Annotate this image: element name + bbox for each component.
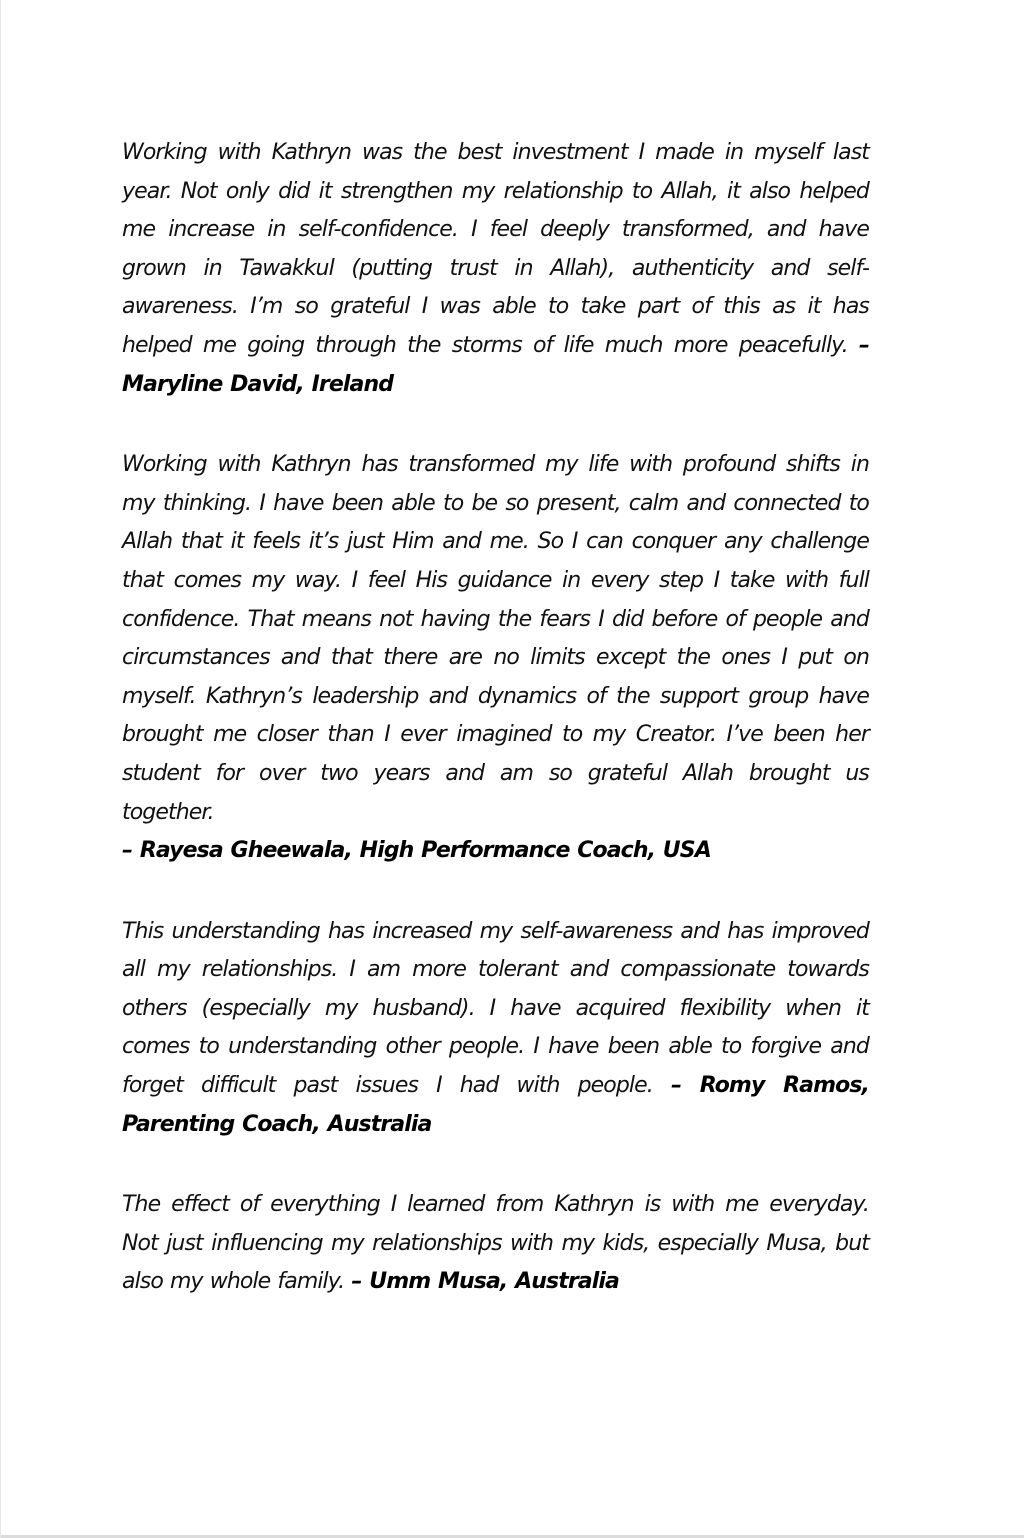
testimonial-quote: Working with Kathryn has transformed my life with profound shifts in my thinking. I have been able to be so present, calm and connected to Allah that it feels it’s just Him and me. So I can conquer any challenge that comes my way. I feel His guidance in every step I take with full confidence. That means not having the fears I did before of people and circumstances and that there are no limits except the ones I put on myself. Kathryn’s leadership and dynamics of the support group have brought me closer than I ever imagined to my Creator. I’ve been her student for over two years and am so grateful Allah brought us together. bbox=[122, 452, 869, 825]
testimonial-author: – Rayesa Gheewala, High Performance Coach, USA bbox=[122, 838, 711, 864]
testimonial-author: – Romy Ramos, Parenting Coach, Australia bbox=[122, 1073, 869, 1137]
testimonial-rayesa-gheewala bbox=[122, 446, 869, 871]
testimonial-quote: The effect of everything I learned from Kathryn is with me everyday. Not just influencing my relationships with my kids, especially Musa, but also my whole family. bbox=[122, 1192, 869, 1295]
testimonial-umm-musa bbox=[122, 1186, 869, 1302]
testimonial-author: – Umm Musa, Australia bbox=[351, 1269, 619, 1295]
testimonial-author: – Maryline David, Ireland bbox=[122, 332, 870, 397]
testimonials-section bbox=[122, 134, 869, 1344]
testimonial-quote: This understanding has increased my self-awareness and has improved all my relationships. I am more tolerant and compassionate towards others (especially my husband). I have acquired flexibility when it comes to understanding other people. I have been able to forgive and forget difficult past issues I had with people. bbox=[122, 918, 869, 1099]
testimonial-maryline-david bbox=[122, 134, 869, 404]
testimonial-romy-ramos bbox=[122, 913, 869, 1145]
testimonial-quote: Working with Kathryn was the best investment I made in myself last year. Not only did it strengthen my relationship to Allah, it also helped me increase in self-confidence. I feel deeply transformed, and have grown in Tawakkul (putting trust in Allah), authenticity and self-awareness. I’m so grateful I was able to take part of this as it has helped me going through the storms of life much more peacefully. bbox=[122, 140, 869, 358]
